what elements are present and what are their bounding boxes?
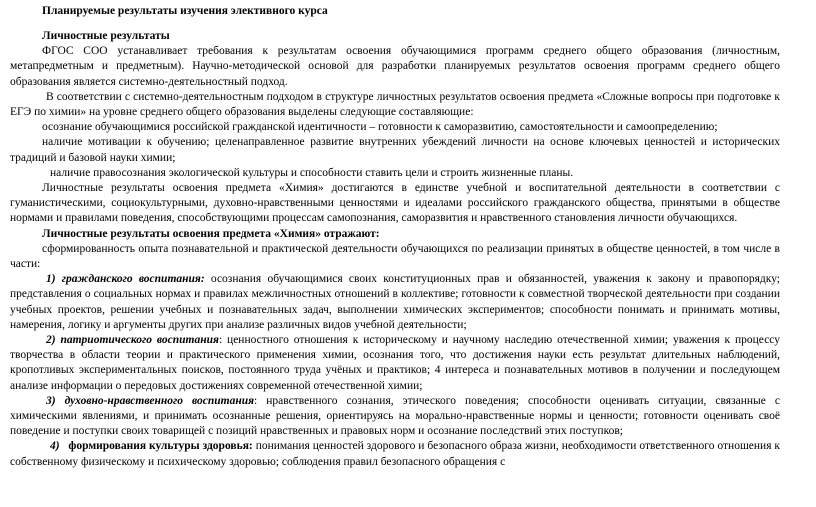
list-item-patriotic [10,333,780,394]
section-heading-personal: Личностные результаты [42,30,170,42]
paragraph-unity: Личностные результаты освоения предмета «Химия» достигаются в единстве учебной и воспитательной деятельности в соответствии с гуманистическими, социокультурными, духовно-нравственными ценностями и идеалами российского гражданского общества, принятыми в обществе нормами и правилами поведения, способствующими процессам самопознания, саморазвития и нравственного становления личности обучающихся. [10,182,780,225]
list-item-health-num: 4) [50,440,60,453]
list-item-patriotic-text: : ценностного отношения к историческому и научному наследию отечественной химии; уважения к процессу творчества в области теории и практического применения химии, осознания того, что достижения науки есть результат длительных наблюдений, кропотливых экспериментальных поисков, постоянного труда учёных и практиков; 4 интереса и познавательных мотивов в получении и последующем анализе информации о передовых достижениях современной отечественной химии; [10,334,780,392]
list-item-civic-text: осознания обучающимися своих конституционных прав и обязанностей, уважения к закону и правопорядку; представления о социальных нормах и правилах межличностных отношений в коллективе; готовности к совместной творческой деятельности при создании учебных проектов, решении учебных и познавательных задач, выполнении химических экспериментов; способности понимать и принимать мотивы, намерения, логику и аргументы других при анализе различных видов учебной деятельности; [10,273,780,331]
section-heading-chem: Личностные результаты освоения предмета «Химия» отражают: [42,227,380,240]
paragraph-ecology: наличие правосознания экологической культуры и способности ставить цели и строить жизненные планы. [50,166,574,179]
list-item-patriotic-label: 2) патриотического воспитания [46,334,219,347]
list-item-health-text: понимания ценностей здорового и безопасного образа жизни, необходимости ответственного отношения к собственному физическому и психическому здоровью; соблюдения правил безопасного обращения с [10,440,781,468]
list-item-civic-label: 1) гражданского воспитания: [46,273,205,286]
list-item-civic [10,272,780,333]
paragraph-experience: сформированность опыта познавательной и практической деятельности обучающихся по реализации принятых в обществе ценностей, в том числе в части: [10,242,780,271]
paragraph-approach: В соответствии с системно-деятельностным подходом в структуре личностных результатов освоения предмета «Сложные вопросы при подготовке к ЕГЭ по химии» на уровне среднего общего образования выделены следующие составляющие: [10,90,780,119]
list-item-health-label: формирования культуры здоровья: [68,440,253,453]
document-title: Планируемые результаты изучения элективного курса [42,5,328,17]
list-item-moral [10,394,780,440]
paragraph-motivation: наличие мотивации к обучению; целенаправленное развитие внутренних убеждений личности на основе ключевых ценностей и исторических традиций и базовой науки химии; [10,136,780,164]
list-item-health [10,439,780,469]
list-item-moral-label: 3) духовно-нравственного воспитания [46,394,255,407]
list-item-moral-text: : нравственного сознания, этического поведения; способности оценивать ситуации, связанные с химическими явлениями, и принимать осознанные решения, ориентируясь на морально-нравственные нормы и ценности; готовности оценивать своё поведение и поступки своих товарищей с позиций нравственных и правовых норм и осознание последствий этих поступков; [10,394,780,438]
paragraph-fgos: ФГОС СОО устанавливает требования к результатам освоения обучающимися программ среднего общего образования (личностным, метапредметным и предметным). Научно-методической основой для разработки планируемых результатов освоения программ среднего общего образования является системно-деятельностный подход. [10,45,780,88]
paragraph-identity: осознание обучающимися российской гражданской идентичности – готовности к саморазвитию, самостоятельности и самоопределению; [42,121,718,134]
document-body [10,29,780,470]
